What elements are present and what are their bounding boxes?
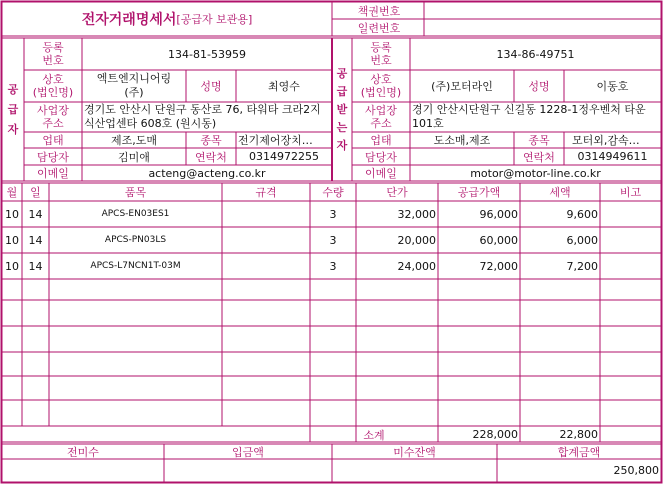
supplier-reg-no-label: 등록 번호 — [42, 41, 64, 67]
supplier-reg-no: 134-81-53959 — [168, 47, 246, 61]
cell-unit-price: 32,000 — [397, 207, 436, 221]
supplier-biz-type: 제조,도매 — [110, 134, 157, 147]
col-header-unit-price: 단가 — [386, 186, 408, 199]
recipient-rep-label: 성명 — [528, 80, 550, 93]
col-header-spec: 규격 — [255, 186, 277, 199]
supplier-biz-type-label: 업태 — [42, 134, 64, 147]
cell-tax: 7,200 — [566, 259, 598, 273]
cell-day: 14 — [28, 233, 43, 247]
document-title — [2, 2, 332, 35]
footer-total-amount: 250,800 — [613, 464, 659, 477]
cell-month: 10 — [5, 207, 19, 221]
cell-day: 14 — [28, 207, 43, 221]
recipient-email-label: 이메일 — [365, 167, 397, 180]
supplier-biz-item-label: 종목 — [200, 134, 222, 147]
subtotal-supply-amount: 228,000 — [472, 427, 518, 441]
supplier-company: 엑트엔지니어링 (주) — [96, 72, 172, 99]
footer-outstanding — [332, 459, 497, 482]
recipient-phone-label: 연락처 — [523, 150, 555, 164]
subtotal-tax: 22,800 — [559, 427, 598, 441]
supplier-email-label: 이메일 — [37, 167, 69, 180]
cell-month: 10 — [5, 233, 19, 247]
serial-number-label: 일련번호 — [357, 21, 401, 35]
footer-deposit-label: 입금액 — [232, 445, 264, 459]
recipient-rep: 이동호 — [596, 80, 629, 93]
recipient-reg-no: 134-86-49751 — [496, 47, 575, 61]
copy-type-label: [공급자 보관용] — [176, 12, 253, 26]
supplier-contact: 김미애 — [118, 150, 150, 164]
supplier-company-label: 상호 (법인명) — [32, 73, 74, 99]
footer-prior-balance — [2, 459, 164, 482]
cell-item: APCS-EN03ES1 — [101, 209, 170, 219]
cell-unit-price: 24,000 — [397, 259, 436, 273]
cell-tax: 9,600 — [566, 207, 598, 221]
supplier-rep-label: 성명 — [200, 80, 222, 93]
cell-supply-amount: 72,000 — [479, 259, 518, 273]
cell-remarks — [600, 253, 661, 279]
cell-qty: 3 — [329, 233, 337, 247]
supplier-biz-item: 전기제어장치… — [238, 134, 313, 147]
cell-supply-amount: 96,000 — [479, 207, 518, 221]
col-header-supply-amount: 공급가액 — [457, 186, 501, 199]
recipient-address: 경기 안산시단원구 신길동 1228-1정우벤처 타운101호 — [412, 103, 646, 130]
cell-remarks — [600, 227, 661, 253]
recipient-biz-type: 도소매,제조 — [433, 134, 491, 147]
recipient-side-label: 공 급 받 는 자 — [336, 66, 348, 152]
cell-supply-amount: 60,000 — [479, 233, 518, 247]
footer-prior-balance-label: 전미수 — [67, 445, 99, 459]
cell-qty: 3 — [329, 207, 337, 221]
supplier-address-label: 사업장 주소 — [37, 104, 69, 130]
cell-item: APCS-PN03LS — [104, 235, 167, 245]
supplier-phone: 0314972255 — [249, 150, 319, 163]
footer-deposit — [164, 459, 332, 482]
cell-spec — [222, 253, 310, 279]
cell-remarks — [600, 201, 661, 227]
recipient-contact-label: 담당자 — [365, 150, 397, 164]
col-header-item: 품목 — [124, 186, 147, 199]
recipient-company-label: 상호 (법인명) — [360, 73, 402, 99]
col-header-day: 일 — [30, 186, 41, 199]
recipient-biz-item-label: 종목 — [528, 134, 550, 147]
cell-tax: 6,000 — [566, 233, 598, 247]
cell-item: APCS-L7NCN1T-03M — [90, 261, 181, 271]
cell-unit-price: 20,000 — [397, 233, 436, 247]
supplier-phone-label: 연락처 — [195, 150, 227, 164]
recipient-biz-item: 모터외,감속… — [572, 134, 640, 147]
recipient-contact — [410, 148, 514, 165]
recipient-reg-no-label: 등록 번호 — [370, 41, 392, 67]
book-number-label: 책권번호 — [357, 4, 401, 18]
subtotal-label: 소계 — [363, 429, 385, 442]
cell-spec — [222, 227, 310, 253]
col-header-remarks: 비고 — [619, 186, 642, 199]
supplier-rep: 최영수 — [268, 80, 300, 93]
supplier-email: acteng@acteng.co.kr — [148, 166, 266, 180]
footer-total-label: 합계금액 — [557, 445, 601, 459]
supplier-address: 경기도 안산시 단원구 동산로 76, 타워타 크라2지식산업센타 608호 (원시동) — [84, 103, 321, 130]
recipient-address-label: 사업장 주소 — [365, 104, 397, 130]
footer-outstanding-label: 미수잔액 — [393, 445, 436, 459]
supplier-side-label: 공 급 자 — [7, 82, 19, 136]
cell-month: 10 — [5, 259, 19, 273]
cell-qty: 3 — [329, 259, 337, 273]
cell-day: 14 — [28, 259, 43, 273]
recipient-biz-type-label: 업태 — [370, 134, 392, 147]
col-header-tax: 세액 — [549, 186, 571, 199]
recipient-phone: 0314949611 — [577, 150, 648, 163]
col-header-month: 월 — [6, 186, 18, 199]
recipient-email: motor@motor-line.co.kr — [470, 166, 601, 180]
col-header-qty: 수량 — [322, 186, 344, 199]
title-text: 전자거래명세서 — [81, 11, 177, 28]
cell-spec — [222, 201, 310, 227]
recipient-company: (주)모터라인 — [431, 80, 493, 93]
supplier-contact-label: 담당자 — [37, 150, 69, 164]
